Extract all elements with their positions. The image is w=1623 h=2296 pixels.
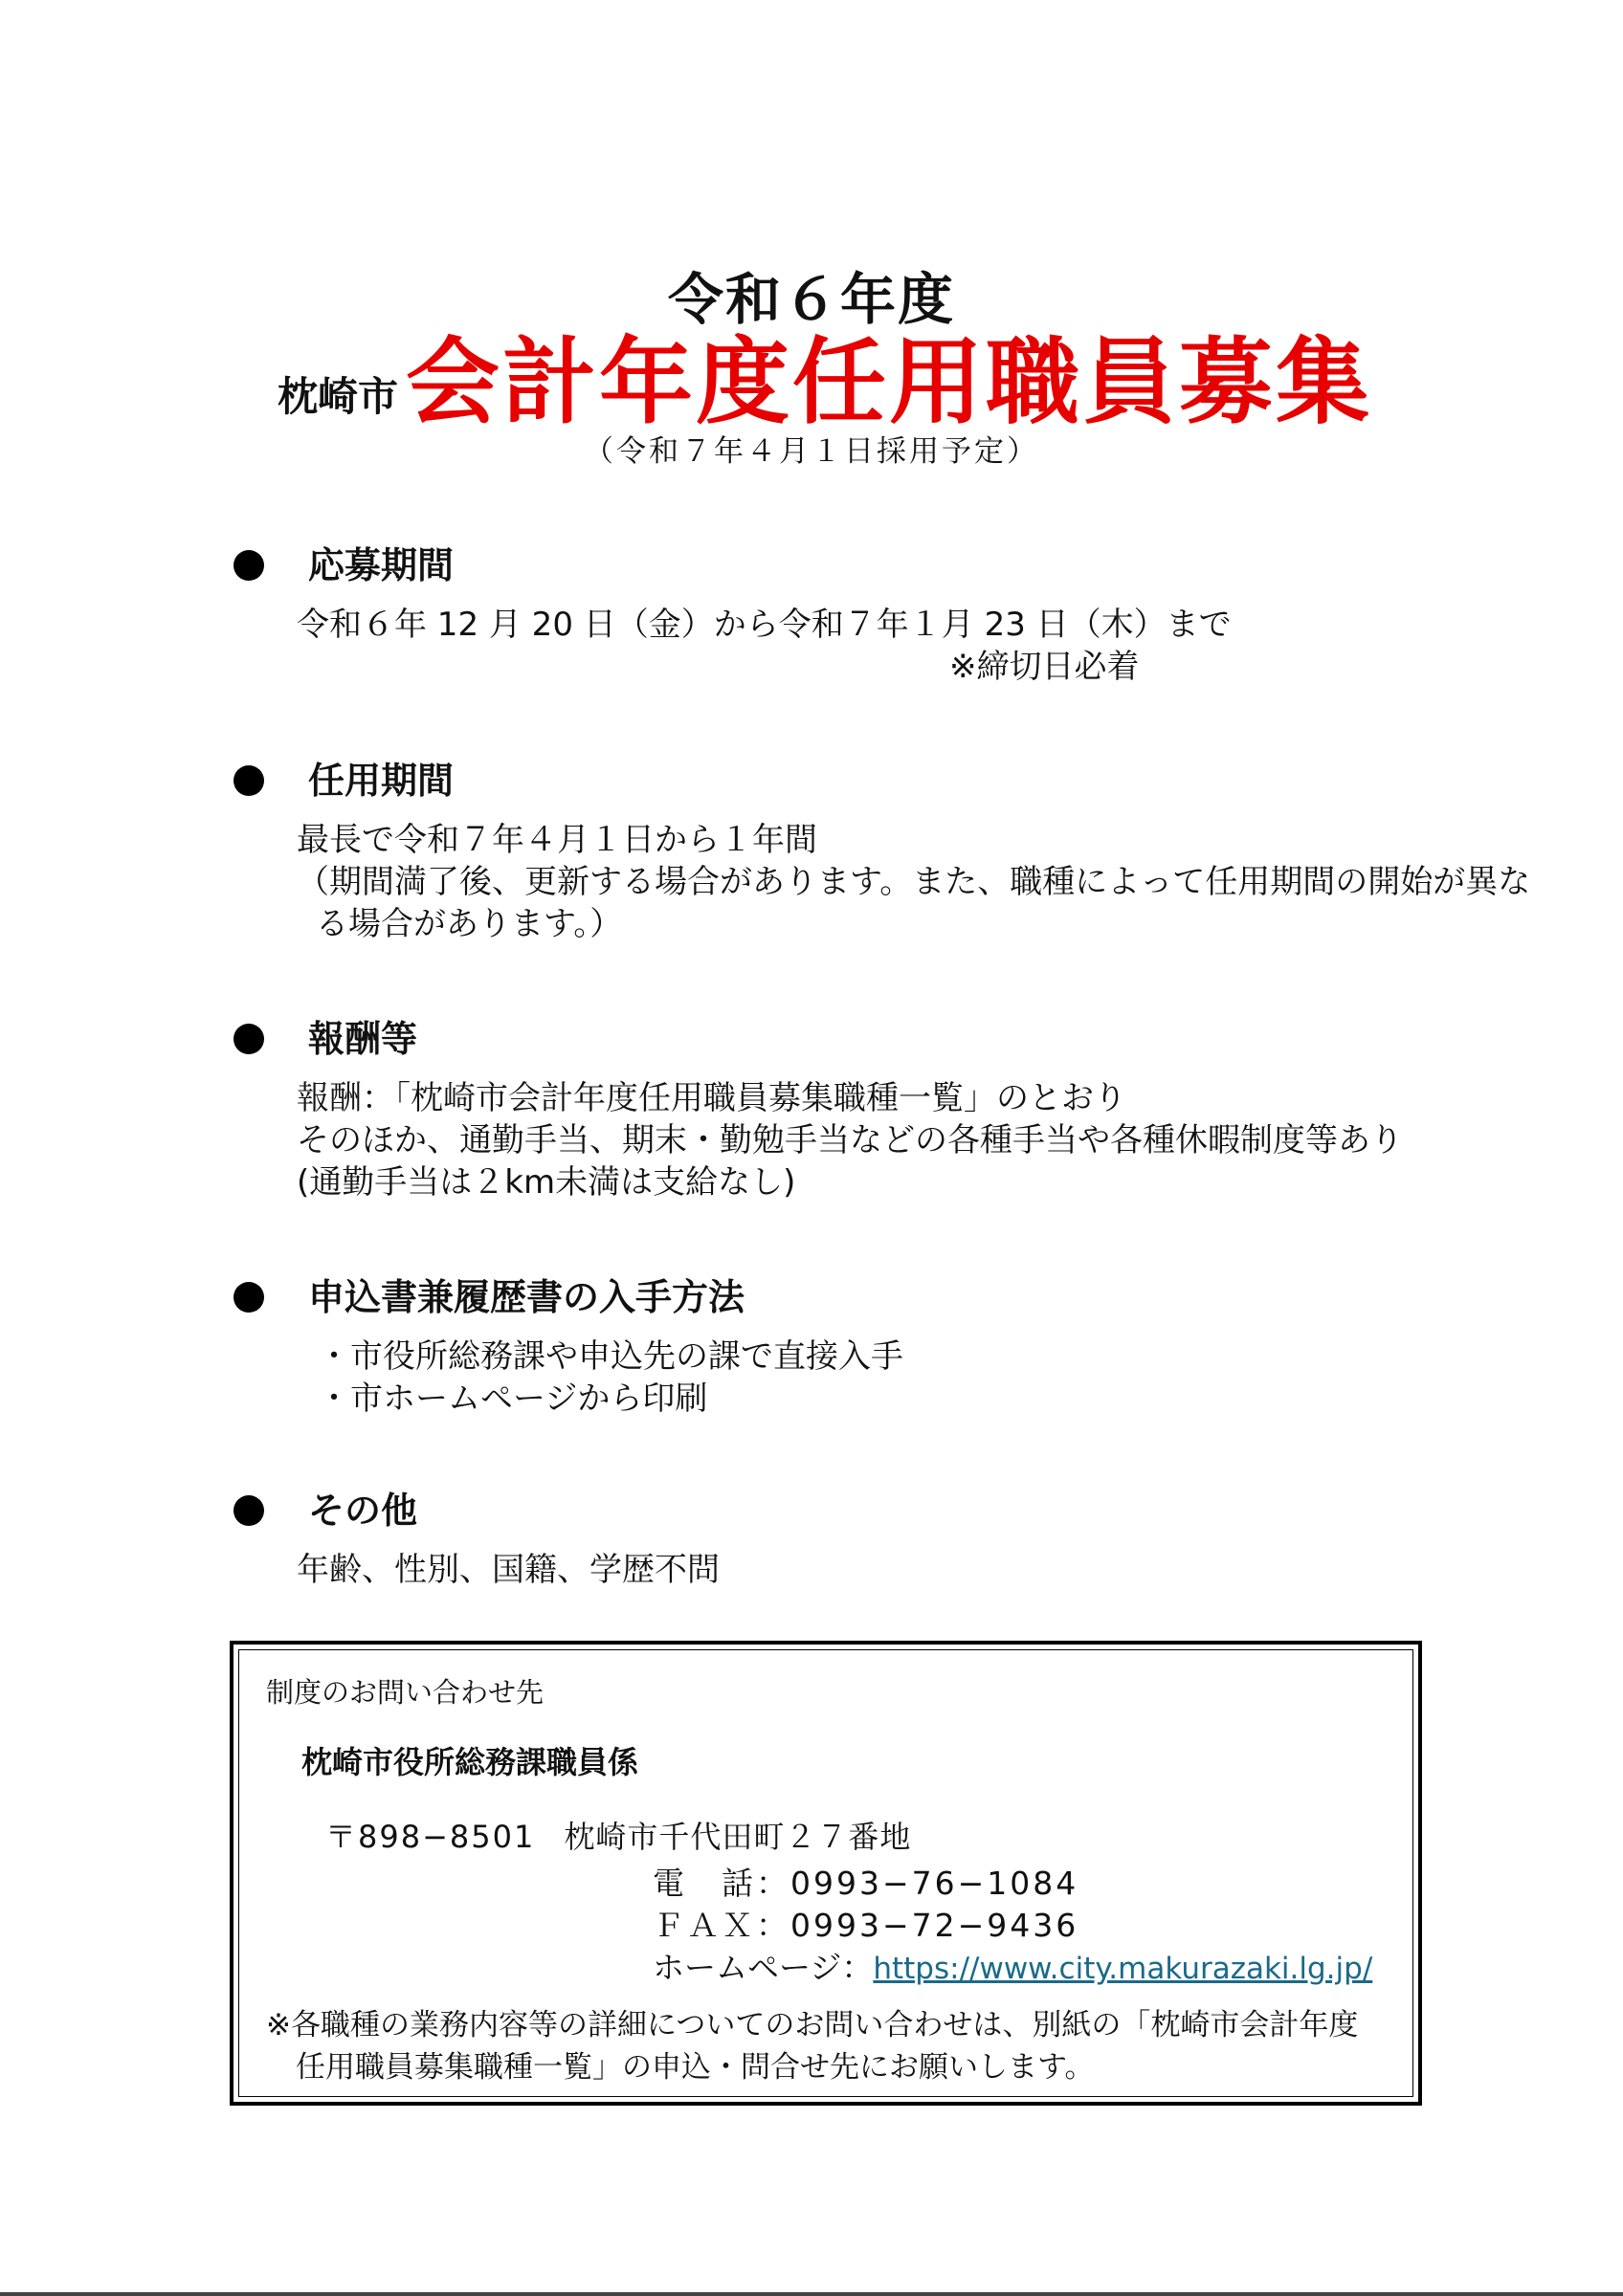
section-title: 応募期間 [308, 544, 455, 586]
section-body [297, 1549, 1435, 1591]
contact-heading: 制度のお問い合わせ先 [266, 1676, 545, 1709]
period-line: 令和６年 12 月 20 日（金）から令和７年１月 23 日（木）まで [297, 606, 1232, 644]
list-item: ・市役所総務課や申込先の課で直接入手 [318, 1337, 903, 1376]
contact-box-inner [238, 1649, 1413, 2097]
page-bottom-rule [0, 2292, 1623, 2296]
section-other [230, 1486, 1435, 1591]
fiscal-year-heading: 令和６年度 [667, 267, 955, 332]
section-title: 報酬等 [308, 1018, 418, 1060]
website-label: ホームページ： [653, 1949, 874, 1986]
section-title: その他 [308, 1490, 418, 1532]
section-title: 任用期間 [308, 760, 455, 802]
street-address: 枕崎市千代田町２７番地 [564, 1819, 912, 1855]
section-heading [230, 1272, 1435, 1322]
bullet-icon [233, 765, 264, 796]
website-row [653, 1943, 1372, 1988]
section-heading [230, 1014, 1435, 1064]
section-body [297, 1077, 1435, 1203]
body-line: (通勤手当は２km未満は支給なし) [297, 1163, 796, 1202]
contact-organization: 枕崎市役所総務課職員係 [301, 1744, 639, 1780]
body-line: 年齢、性別、国籍、学歴不問 [297, 1551, 720, 1589]
section-title: 申込書兼履歴書の入手方法 [308, 1276, 745, 1318]
section-application-form [230, 1272, 1435, 1420]
section-heading [230, 541, 1435, 590]
section-body [297, 819, 1531, 945]
list-item: ・市ホームページから印刷 [318, 1380, 708, 1418]
bullet-icon [233, 1282, 264, 1313]
body-line: 報酬：「枕崎市会計年度任用職員募集職種一覧」のとおり [297, 1079, 1126, 1117]
section-application-period [230, 541, 1435, 688]
phone-number: 0993−76−1084 [790, 1865, 1079, 1902]
bullet-icon [233, 550, 264, 581]
website-link[interactable]: https://www.city.makurazaki.lg.jp/ [873, 1952, 1373, 1986]
section-compensation [230, 1014, 1435, 1203]
body-line: そのほか、通勤手当、期末・勤勉手当などの各種手当や各種休暇制度等あり [297, 1121, 1403, 1159]
contact-note [266, 2004, 1358, 2088]
section-heading [230, 756, 1435, 806]
phone-row [653, 1859, 1078, 1904]
hire-date-subtitle: （令和７年４月１日採用予定） [584, 434, 1039, 469]
section-heading [230, 1486, 1435, 1535]
body-line: 最長で令和７年４月１日から１年間 [297, 821, 817, 859]
postal-code: 〒898−8501 [325, 1819, 536, 1855]
section-body [297, 604, 1435, 688]
deadline-note: ※締切日必着 [949, 648, 1140, 686]
fax-row [653, 1901, 1078, 1946]
body-line: （期間満了後、更新する場合があります。また、職種によって任用期間の開始が異な [297, 863, 1531, 901]
section-employment-period [230, 756, 1531, 945]
contact-box [230, 1641, 1422, 2106]
note-line: ※各職種の業務内容等の詳細についてのお問い合わせは、別紙の「枕崎市会計年度 [266, 2008, 1359, 2042]
fax-label: ＦＡＸ： [653, 1907, 790, 1944]
recruitment-title: 会計年度任用職員募集 [406, 328, 1373, 437]
bullet-icon [233, 1495, 264, 1526]
city-name: 枕崎市 [278, 373, 399, 420]
note-line: 任用職員募集職種一覧」の申込・問合せ先にお願いします。 [296, 2050, 1095, 2085]
contact-address-line [325, 1813, 911, 1857]
section-body [297, 1336, 1435, 1420]
body-line: る場合があります。） [316, 905, 623, 943]
phone-label: 電 話： [653, 1865, 790, 1902]
fax-number: 0993−72−9436 [790, 1907, 1079, 1944]
bullet-icon [233, 1024, 264, 1054]
